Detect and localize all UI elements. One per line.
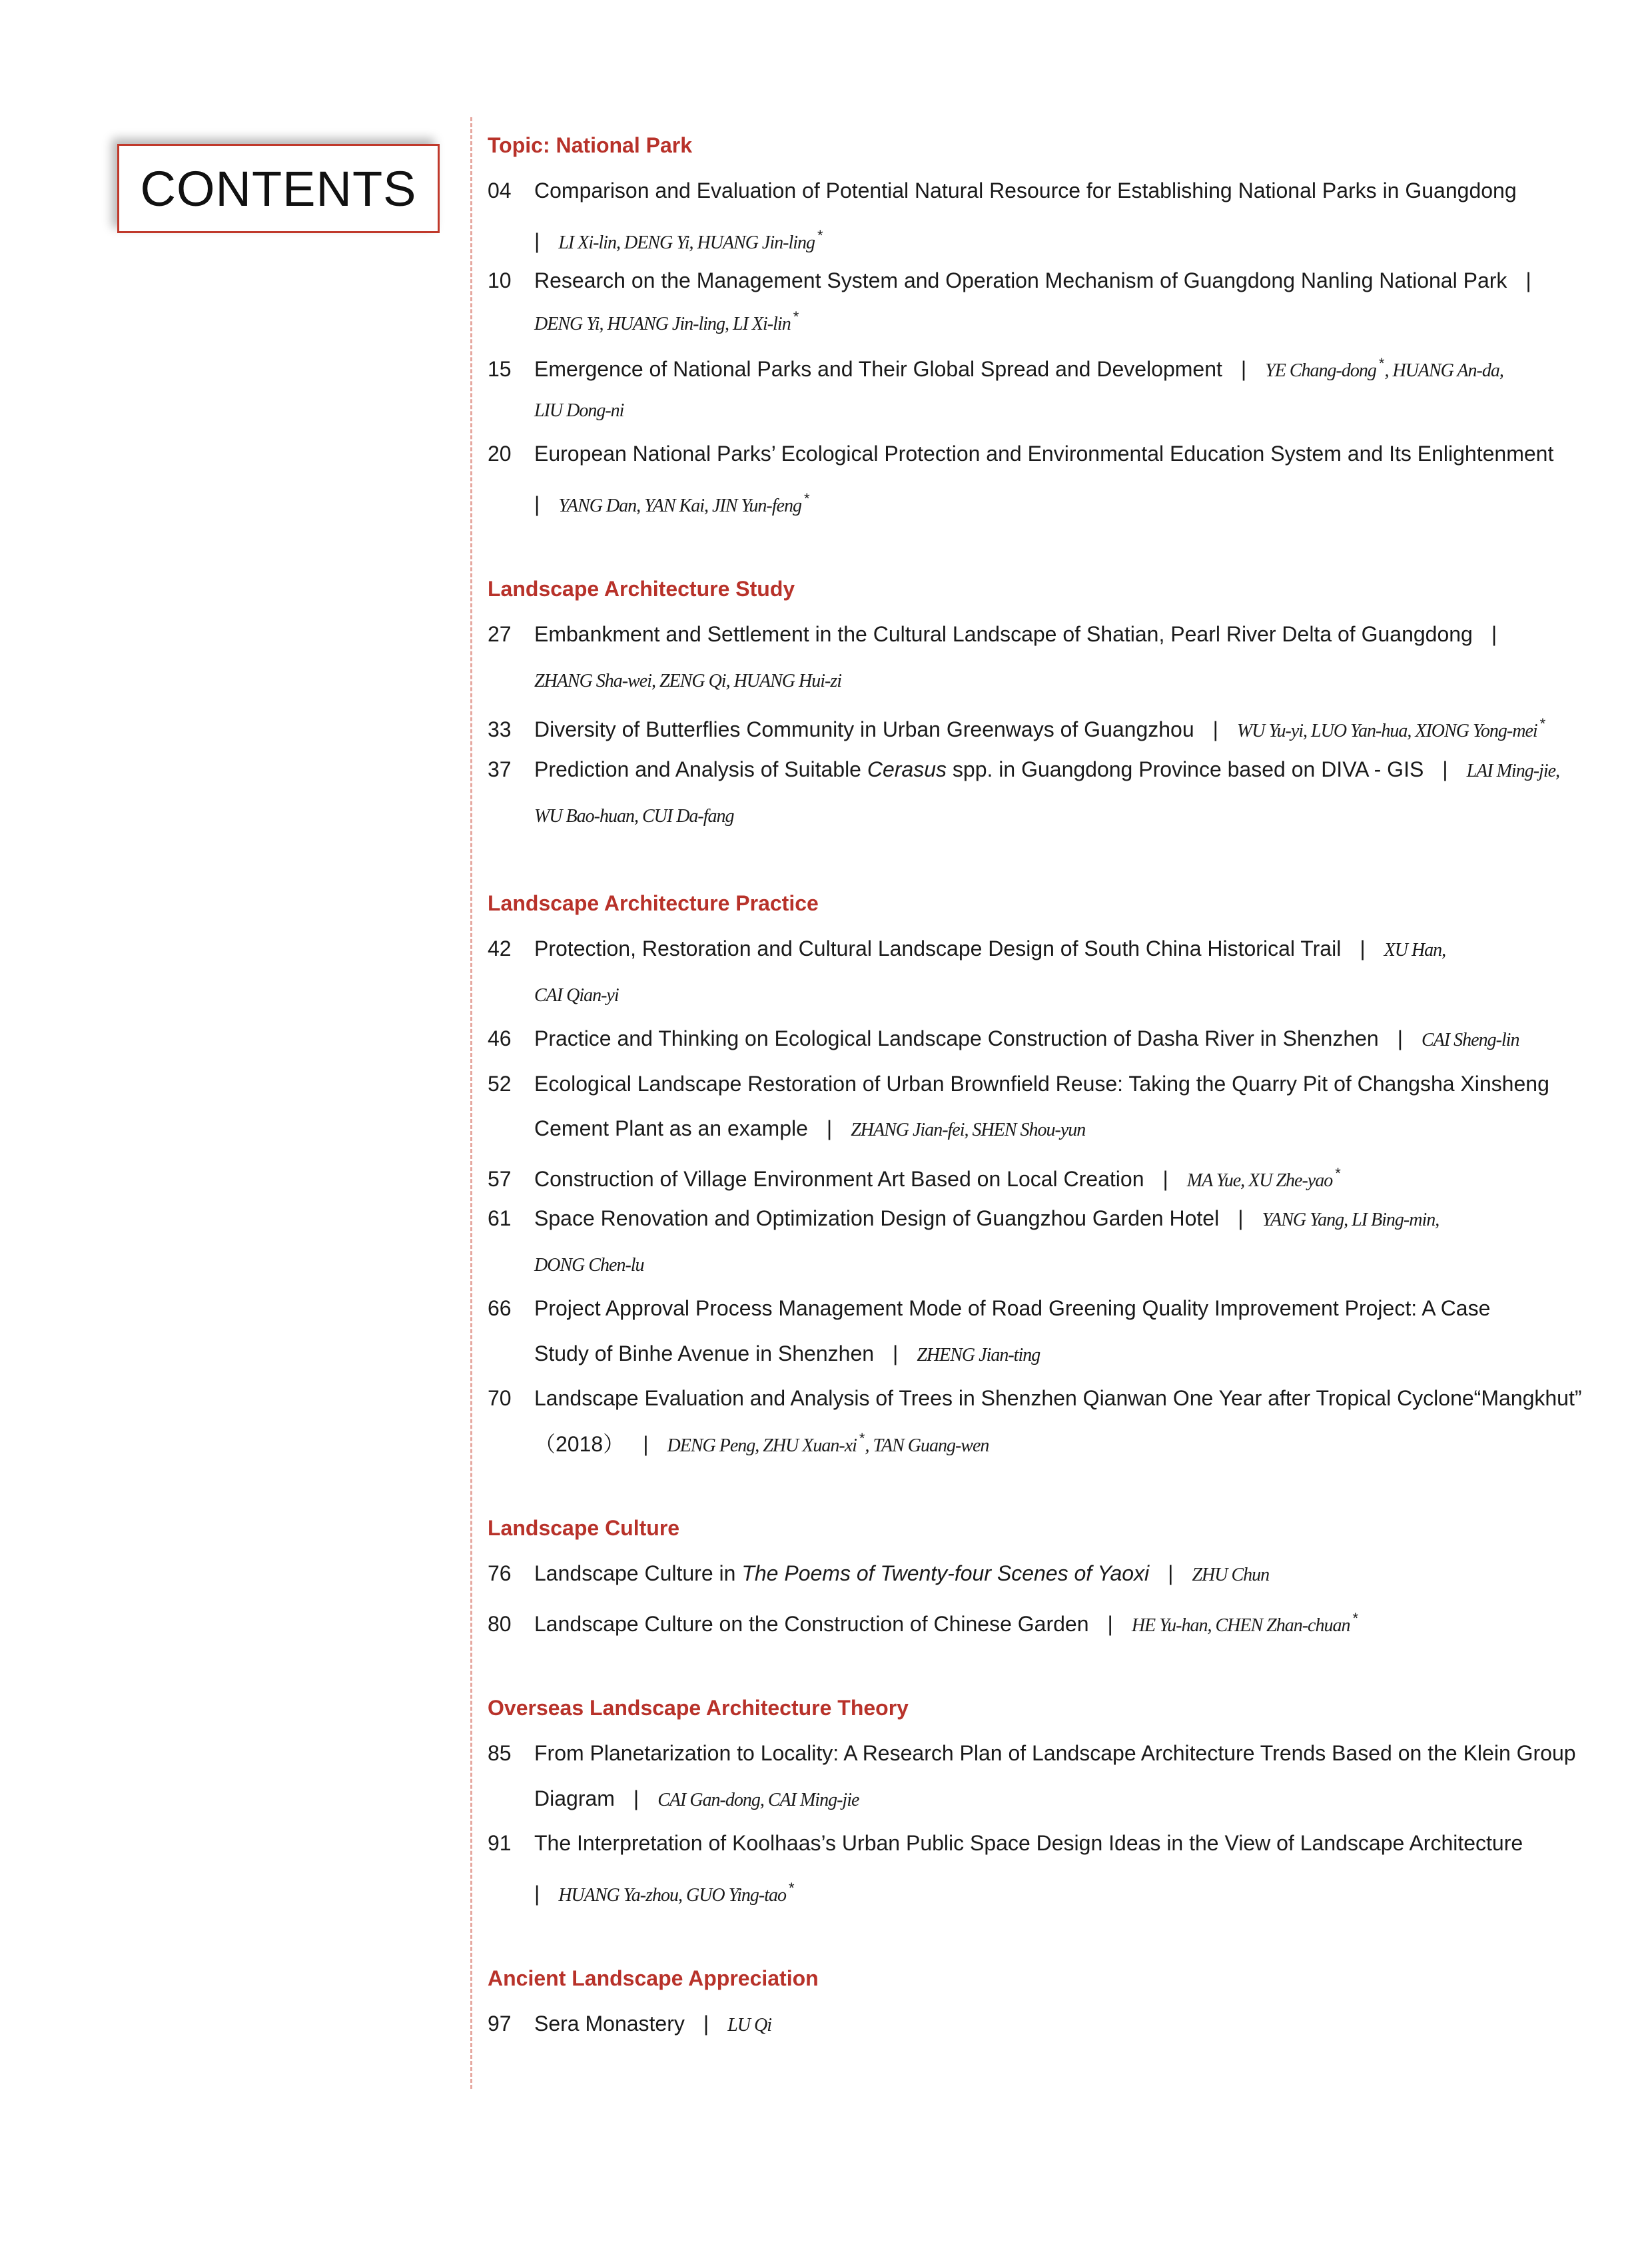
dashed-divider	[470, 117, 472, 2089]
section-title: Topic: National Park	[488, 133, 693, 157]
entry-title-post: spp. in Guangdong Province based on DIVA - GIS	[947, 757, 1424, 781]
contents-heading-box	[117, 144, 440, 233]
entry-title: Diversity of Butterflies Community in Urban Greenways of Guangzhou	[534, 717, 1194, 741]
entry-authors: MA Yue, XU Zhe-yao	[1186, 1170, 1333, 1191]
separator: |	[1491, 622, 1497, 646]
entry-title: Research on the Management System and Operation Mechanism of Guangdong Nanling National Park	[534, 268, 1507, 292]
toc-entry[interactable]	[488, 935, 1580, 964]
toc-entry-continued	[488, 1340, 1627, 1369]
entry-authors: XU Han,	[1384, 940, 1446, 960]
corresponding-star: *	[803, 490, 810, 507]
entry-authors-line2: DONG Chen-lu	[534, 1255, 644, 1276]
entry-title: Project Approval Process Management Mode of Road Greening Quality Improvement Project: A Case	[534, 1296, 1491, 1320]
page-number: 57	[488, 1167, 512, 1191]
toc-entry-authors	[488, 486, 1627, 520]
page-number: 61	[488, 1206, 512, 1230]
entry-title: Embankment and Settlement in the Cultural Landscape of Shatian, Pearl River Delta of Guangdong	[534, 622, 1473, 646]
entry-authors: ZHU Chun	[1192, 1565, 1270, 1585]
entry-title-line2: Diagram	[534, 1786, 615, 1810]
corresponding-star: *	[817, 227, 823, 244]
corresponding-star: *	[789, 1880, 795, 1896]
entry-authors: CAI Sheng-lin	[1422, 1030, 1519, 1050]
page-number: 27	[488, 622, 512, 646]
toc-entry[interactable]	[488, 1295, 1580, 1321]
toc-entry[interactable]	[488, 1205, 1580, 1234]
entry-title-pre: Prediction and Analysis of Suitable	[534, 757, 867, 781]
toc-entry[interactable]	[488, 350, 1580, 384]
corresponding-star: *	[1335, 1165, 1341, 1182]
separator: |	[1240, 357, 1247, 381]
separator: |	[633, 1786, 639, 1810]
page-number: 33	[488, 717, 512, 741]
page-number: 10	[488, 268, 512, 292]
page-number: 15	[488, 357, 512, 381]
toc-entry[interactable]	[488, 1025, 1580, 1054]
entry-title-line2: Cement Plant as an example	[534, 1116, 808, 1140]
separator: |	[1238, 1206, 1244, 1230]
separator: |	[1107, 1612, 1113, 1636]
entry-title-italic: The Poems of Twenty-four Scenes of Yaoxi	[741, 1561, 1150, 1585]
toc-entry-continued	[488, 1115, 1627, 1144]
entry-authors-tail: , HUANG An-da,	[1384, 360, 1503, 381]
entry-title: Ecological Landscape Restoration of Urban Brownfield Reuse: Taking the Quarry Pit of Changsha Xinsheng	[534, 1072, 1549, 1096]
toc-entry[interactable]	[488, 1830, 1580, 1856]
separator: |	[534, 229, 540, 253]
toc-entry[interactable]	[488, 1740, 1580, 1766]
entry-authors: HE Yu-han, CHEN Zhan-chuan	[1131, 1615, 1350, 1636]
entry-title: From Planetarization to Locality: A Research Plan of Landscape Architecture Trends Based on the Klein Group	[534, 1741, 1576, 1765]
entry-title: Space Renovation and Optimization Design of Guangzhou Garden Hotel	[534, 1206, 1220, 1230]
entry-authors: ZHANG Jian-fei, SHEN Shou-yun	[851, 1120, 1086, 1140]
entry-authors: YANG Yang, LI Bing-min,	[1262, 1210, 1440, 1230]
page-number: 76	[488, 1561, 512, 1585]
section-title: Overseas Landscape Architecture Theory	[488, 1696, 909, 1720]
section-title: Landscape Architecture Study	[488, 577, 795, 601]
entry-title-pre: Landscape Culture in	[534, 1561, 742, 1585]
section-title: Landscape Architecture Practice	[488, 891, 819, 915]
entry-title-italic: Cerasus	[867, 757, 947, 781]
corresponding-star: *	[859, 1430, 865, 1447]
separator: |	[826, 1116, 833, 1140]
toc-entry[interactable]	[488, 756, 1580, 785]
separator: |	[1162, 1167, 1168, 1191]
page-number: 37	[488, 757, 512, 781]
entry-title: Landscape Evaluation and Analysis of Trees in Shenzhen Qianwan One Year after Tropical Cyclone“Mangkhut”	[534, 1386, 1582, 1410]
toc-entry-continued	[488, 1785, 1627, 1814]
page-number: 52	[488, 1072, 512, 1096]
page-number: 42	[488, 936, 512, 960]
separator: |	[1525, 268, 1531, 292]
entry-title: Construction of Village Environment Art Based on Local Creation	[534, 1167, 1144, 1191]
toc-entry[interactable]	[488, 267, 1580, 294]
entry-title: European National Parks’ Ecological Protection and Environmental Education System and Its Enlightenment	[534, 442, 1554, 466]
toc-entry[interactable]	[488, 1385, 1580, 1411]
corresponding-star: *	[1352, 1610, 1359, 1627]
entry-authors: YE Chang-dong	[1265, 360, 1376, 381]
corresponding-star: *	[793, 308, 799, 325]
toc-entry[interactable]	[488, 1070, 1580, 1097]
toc-entry[interactable]	[488, 1605, 1580, 1639]
toc-entry[interactable]	[488, 2010, 1580, 2039]
toc-entry-authors	[488, 396, 1627, 424]
entry-authors-line2: CAI Qian-yi	[534, 985, 619, 1006]
separator: |	[703, 2012, 709, 2036]
page-number: 97	[488, 2012, 512, 2036]
entry-authors: CAI Gan-dong, CAI Ming-jie	[657, 1790, 859, 1810]
entry-title: Landscape Culture on the Construction of Chinese Garden	[534, 1612, 1089, 1636]
toc-entry-authors	[488, 1250, 1627, 1279]
entry-authors: WU Yu-yi, LUO Yan-hua, XIONG Yong-mei	[1236, 721, 1537, 741]
entry-title: Emergence of National Parks and Their Global Spread and Development	[534, 357, 1222, 381]
entry-authors: LI Xi-lin, DENG Yi, HUANG Jin-ling	[558, 232, 815, 253]
separator: |	[1212, 717, 1218, 741]
toc-entry-authors	[488, 666, 1627, 695]
separator: |	[1442, 757, 1448, 781]
toc-entry[interactable]	[488, 1560, 1580, 1589]
page-number: 91	[488, 1831, 512, 1855]
separator: |	[893, 1341, 899, 1365]
page-number: 70	[488, 1386, 512, 1410]
entry-authors-tail: , TAN Guang-wen	[865, 1435, 989, 1456]
corresponding-star: *	[1539, 715, 1546, 732]
toc-entry-authors	[488, 801, 1627, 830]
toc-entry[interactable]	[488, 711, 1580, 745]
section-title: Landscape Culture	[488, 1516, 680, 1540]
page-number: 80	[488, 1612, 512, 1636]
entry-authors: DENG Yi, HUANG Jin-ling, LI Xi-lin	[534, 314, 791, 334]
page-number: 46	[488, 1026, 512, 1050]
contents-heading: CONTENTS	[140, 161, 417, 216]
entry-authors: ZHANG Sha-wei, ZENG Qi, HUANG Hui-zi	[534, 671, 842, 691]
entry-authors: LU Qi	[727, 2015, 771, 2036]
entry-title: Practice and Thinking on Ecological Landscape Construction of Dasha River in Shenzhen	[534, 1026, 1379, 1050]
separator: |	[534, 492, 540, 516]
page-number: 04	[488, 179, 512, 202]
corresponding-star: *	[1378, 355, 1385, 372]
toc-entry-authors	[488, 222, 1627, 256]
entry-title: Comparison and Evaluation of Potential Natural Resource for Establishing National Parks in Guangdong	[534, 179, 1517, 202]
separator: |	[1168, 1561, 1174, 1585]
entry-title: The Interpretation of Koolhaas’s Urban Public Space Design Ideas in the View of Landscape Architecture	[534, 1831, 1523, 1855]
toc-entry[interactable]	[488, 177, 1580, 204]
entry-authors: ZHENG Jian-ting	[917, 1345, 1040, 1365]
entry-title: Protection, Restoration and Cultural Landscape Design of South China Historical Trail	[534, 936, 1342, 960]
entry-authors: LAI Ming-jie,	[1466, 761, 1560, 781]
toc-entry[interactable]	[488, 621, 1580, 647]
section-title: Ancient Landscape Appreciation	[488, 1966, 819, 1990]
toc-entry-continued	[488, 1425, 1627, 1459]
entry-title-line2: Study of Binhe Avenue in Shenzhen	[534, 1341, 875, 1365]
separator: |	[1397, 1026, 1404, 1050]
page-number: 66	[488, 1296, 512, 1320]
page-number: 85	[488, 1741, 512, 1765]
entry-authors: DENG Peng, ZHU Xuan-xi	[667, 1435, 857, 1456]
entry-authors-line2: LIU Dong-ni	[534, 400, 624, 421]
separator: |	[1360, 936, 1366, 960]
toc-entry-authors	[488, 980, 1627, 1009]
separator: |	[534, 1882, 540, 1906]
page-number: 20	[488, 442, 512, 466]
entry-authors: HUANG Ya-zhou, GUO Ying-tao	[558, 1885, 787, 1906]
entry-title-line2: （2018）	[534, 1432, 625, 1456]
entry-authors-line2: WU Bao-huan, CUI Da-fang	[534, 806, 734, 827]
toc-entry-authors	[488, 1875, 1627, 1909]
toc-entry[interactable]	[488, 440, 1580, 467]
entry-authors: YANG Dan, YAN Kai, JIN Yun-feng	[558, 496, 801, 516]
entry-title: Sera Monastery	[534, 2012, 685, 2036]
separator: |	[643, 1432, 649, 1456]
toc-entry[interactable]	[488, 1160, 1580, 1194]
toc-entry-authors	[488, 304, 1627, 338]
